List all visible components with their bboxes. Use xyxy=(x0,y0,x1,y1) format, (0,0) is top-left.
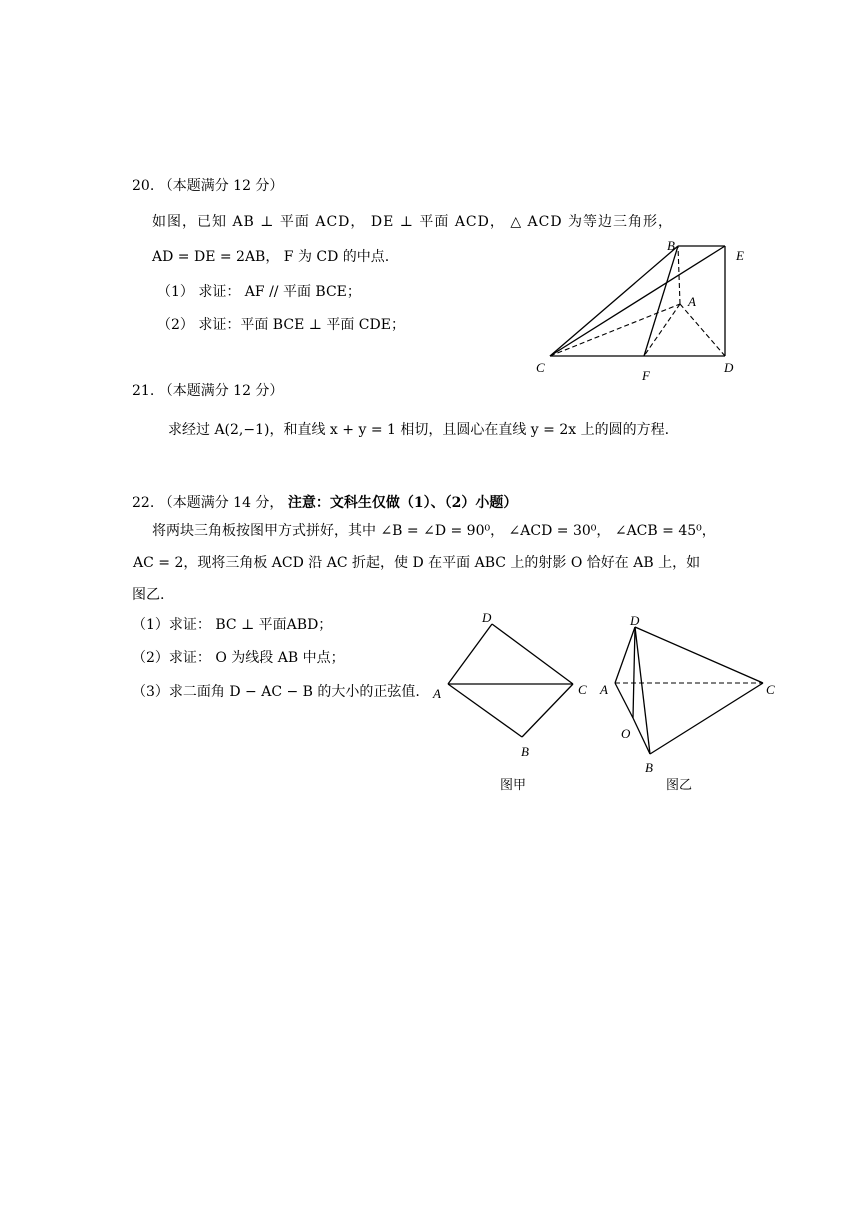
edge-CB xyxy=(650,683,763,754)
q22-number: 22. xyxy=(132,495,155,511)
label-F: F xyxy=(642,368,650,383)
label-D: D xyxy=(630,613,640,628)
caption-jia: 图甲 xyxy=(500,778,527,793)
edge-AF xyxy=(644,304,680,356)
q22-stem-line3: 图乙. xyxy=(132,587,165,603)
q20-figure xyxy=(530,236,760,383)
label-E: E xyxy=(736,248,744,263)
edge-DO xyxy=(633,627,635,718)
label-A: A xyxy=(688,294,696,309)
q20-number: 20. xyxy=(132,178,155,194)
edge-CE xyxy=(550,246,725,356)
q22-note: 注意：文科生仅做（1）、（2）小题） xyxy=(287,495,518,511)
label-C: C xyxy=(536,360,545,375)
edge-CA xyxy=(550,304,680,356)
q22-header xyxy=(132,493,517,513)
q20-part1: （1） 求证： AF // 平面 BCE； xyxy=(157,284,361,300)
label-C: C xyxy=(578,682,587,697)
label-C: C xyxy=(766,682,775,697)
label-B: B xyxy=(645,760,653,775)
q21-number: 21. xyxy=(132,383,155,399)
edge-CB xyxy=(550,246,678,356)
q22-part2: （2）求证： O 为线段 AB 中点； xyxy=(132,650,345,666)
q22-stem-line2: AC = 2，现将三角板 ACD 沿 AC 折起，使 D 在平面 ABC 上的射影 O 恰好在 AB 上，如 xyxy=(133,555,701,571)
q22-stem-line1: 将两块三角板按图甲方式拼好，其中 ∠B = ∠D = 90⁰， ∠ACD = 30⁰， ∠ACB = 45⁰， xyxy=(152,523,716,539)
label-D: D xyxy=(482,610,492,625)
q22-part1: （1）求证： BC ⊥ 平面ABD； xyxy=(132,617,333,633)
q21-score: （本题满分 12 分） xyxy=(158,383,284,399)
edge-BC xyxy=(522,684,573,737)
label-A: A xyxy=(433,686,441,701)
q20-stem-line1: 如图，已知 AB ⊥ 平面 ACD， DE ⊥ 平面 ACD， △ ACD 为等边三角形， xyxy=(152,214,674,230)
caption-yi: 图乙 xyxy=(666,778,693,793)
q22-score: （本题满分 14 分， xyxy=(158,495,284,511)
edge-AO xyxy=(615,683,633,718)
figure-yi xyxy=(595,610,785,775)
edge-DC xyxy=(492,624,573,684)
q20-score: （本题满分 12 分） xyxy=(158,178,284,194)
label-B: B xyxy=(667,238,675,253)
label-O: O xyxy=(621,726,631,741)
q20-part2: （2） 求证：平面 BCE ⊥ 平面 CDE； xyxy=(157,317,405,333)
edge-BF xyxy=(644,246,678,356)
figure-jia xyxy=(430,610,600,760)
edge-DC xyxy=(635,627,763,683)
q20-header xyxy=(132,176,283,196)
edge-AB xyxy=(448,684,522,737)
q22-part3: （3）求二面角 D − AC − B 的大小的正弦值. xyxy=(132,684,420,700)
q20-stem-line2: AD = DE = 2AB， F 为 CD 的中点. xyxy=(152,249,390,265)
edge-AD xyxy=(680,304,725,356)
edge-AD xyxy=(448,624,492,684)
edge-DB xyxy=(635,627,650,754)
q21-header xyxy=(132,381,283,401)
q21-body: 求经过 A(2,−1)，和直线 x + y = 1 相切，且圆心在直线 y = 2x 上的圆的方程. xyxy=(168,422,670,438)
label-D: D xyxy=(724,360,734,375)
label-B: B xyxy=(521,744,529,759)
edge-AD xyxy=(615,627,635,683)
label-A: A xyxy=(600,682,608,697)
